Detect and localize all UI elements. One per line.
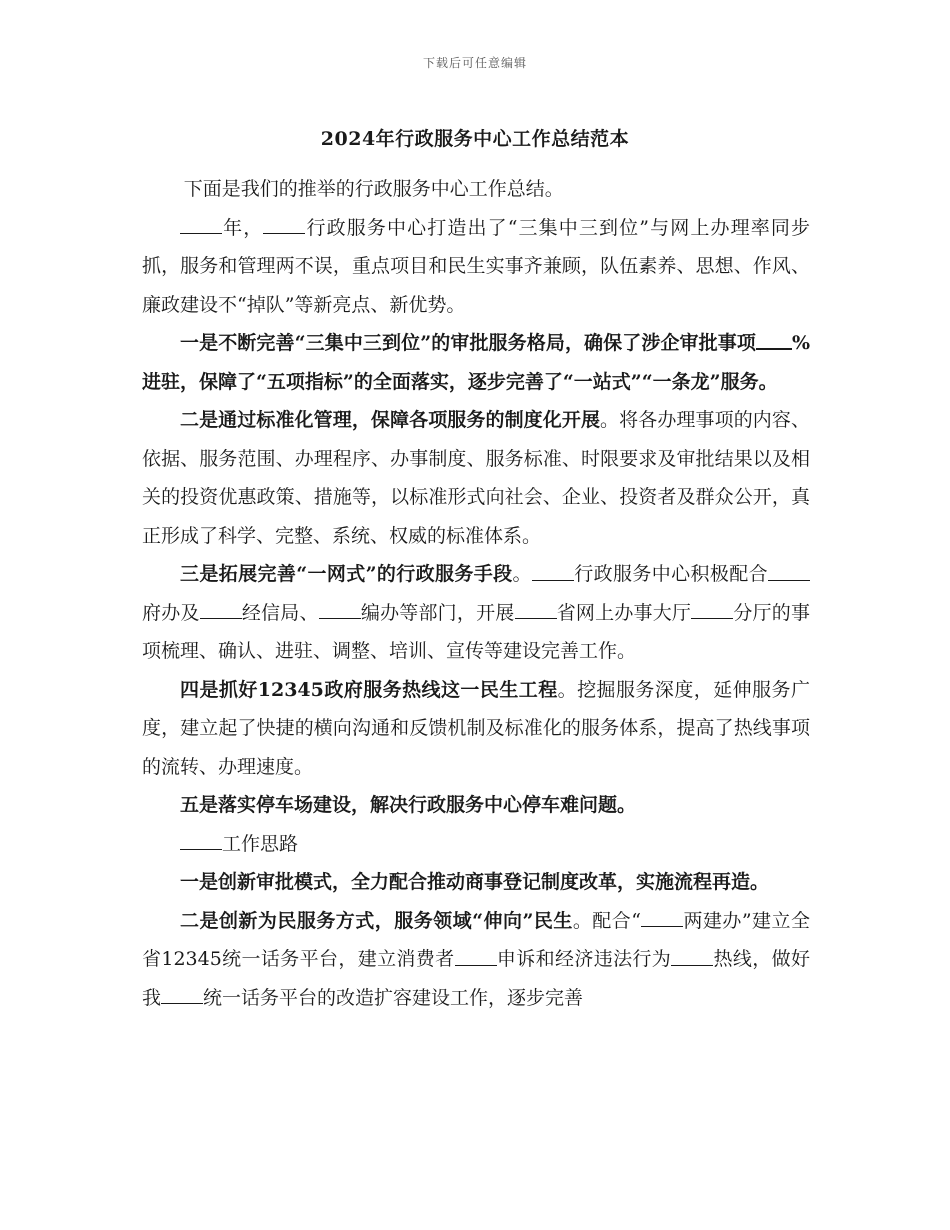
text-run: 行政服务中心打造出了“三集中三到位”与网上办理率同步抓，服务和管理两不误，重点项目和民生实事齐兼顾，队伍素养、思想、作风、廉政建设不“掉队”等新亮点、新优势。 [142, 216, 810, 316]
paragraph-1 [142, 209, 810, 325]
blank-line [671, 944, 713, 966]
page-header-note: 下载后可任意编辑 [422, 56, 527, 70]
paragraph-4 [142, 555, 810, 671]
paragraph-7 [142, 825, 810, 864]
text-run: 两建办”建立全省12345统一话务平台，建立消费者 [142, 909, 811, 970]
text-run: 。挖掘服务深度，延伸服务广度，建立起了快捷的横向沟通和反馈机制及标准化的服务体系，提高了热线事项的流转、办理速度。 [142, 678, 810, 778]
text-run: 编办等部门，开展 [360, 601, 515, 624]
paragraph-3 [142, 401, 810, 555]
text-run: 热线，做好我 [142, 948, 810, 1009]
paragraph-2 [142, 324, 810, 401]
document-title: 2024年行政服务中心工作总结范本 [320, 128, 630, 150]
document-body [142, 170, 810, 1017]
blank-line [756, 327, 792, 350]
text-run: 申诉和经济违法行为 [496, 948, 672, 970]
paragraph-6: 五是落实停车场建设，解决行政服务中心停车难问题。 [180, 794, 637, 816]
bold-run: 一是不断完善“三集中三到位”的审批服务格局，确保了涉企审批事项 [180, 332, 756, 354]
blank-line [263, 213, 305, 235]
blank-line [180, 213, 222, 235]
blank-line [319, 598, 361, 620]
text-run: 行政服务中心积极配合 [573, 563, 768, 585]
bold-run: 二是创新为民服务方式，服务领域“伸向”民生 [180, 909, 573, 932]
text-run: 工作思路 [222, 832, 299, 855]
bold-run: %进驻，保障了“五项指标”的全面落实，逐步完善了“一站式”“一条龙”服务。 [142, 332, 810, 393]
paragraph-5 [142, 671, 810, 787]
paragraph-intro: 下面是我们的推举的行政服务中心工作总结。 [183, 178, 564, 200]
blank-line [532, 559, 574, 581]
blank-line [200, 598, 242, 620]
text-run: 经信局、 [241, 601, 319, 624]
bold-run: 三是拓展完善“一网式”的行政服务手段 [180, 563, 513, 585]
text-run: 。配合“ [572, 909, 641, 932]
text-run: 。将各办理事项的内容、依据、服务范围、办理程序、办事制度、服务标准、时限要求及审批结果以及相关的投资优惠政策、措施等，以标准形式向社会、企业、投资者及群众公开，真正形成了科学、完整、系统、权威的标准体系。 [142, 409, 810, 547]
blank-line [691, 598, 733, 620]
bold-run: 四是抓好12345政府服务热线这一民生工程 [180, 678, 558, 701]
paragraph-8: 一是创新审批模式，全力配合推动商事登记制度改革，实施流程再造。 [180, 871, 770, 893]
blank-line [161, 983, 203, 1005]
text-run: 省网上办事大厅 [556, 601, 692, 624]
paragraph-9 [142, 902, 810, 1018]
text-run: 分厅的事项梳理、确认、进驻、调整、培训、宣传等建设完善工作。 [142, 601, 810, 662]
text-run: 府办及 [142, 601, 200, 624]
blank-line [180, 829, 222, 851]
blank-line [455, 944, 497, 966]
text-run: 年， [222, 216, 264, 239]
text-run: 统一话务平台的改造扩容建设工作，逐步完善 [203, 986, 584, 1009]
blank-line [768, 559, 810, 581]
blank-line [515, 598, 557, 620]
bold-run: 二是通过标准化管理，保障各项服务的制度化开展 [180, 409, 601, 431]
text-run: 。 [512, 563, 532, 585]
blank-line [641, 906, 683, 928]
